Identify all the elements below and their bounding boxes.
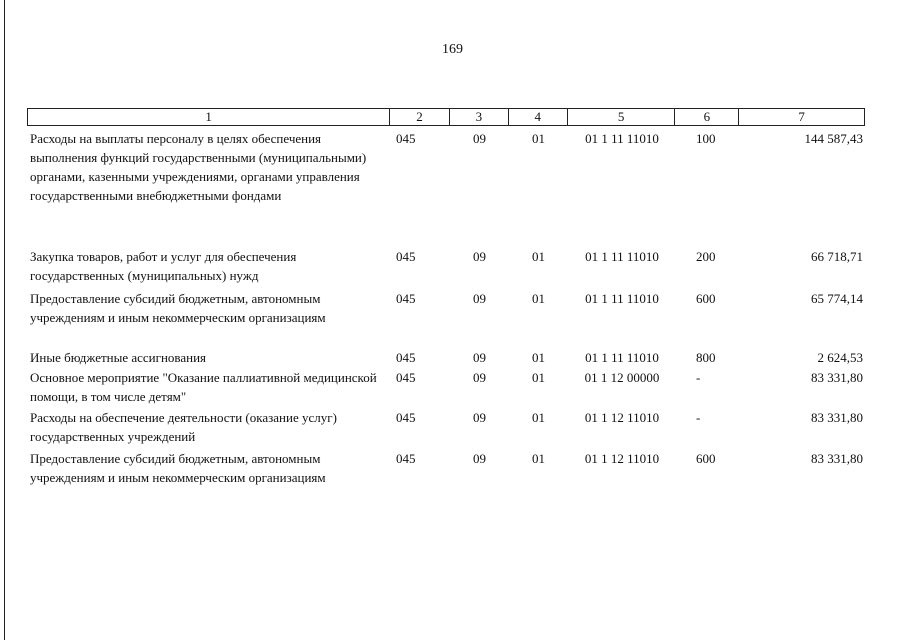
subsection-code: 01 [532,370,545,385]
section-code: 09 [473,370,486,385]
table-row [27,348,865,367]
amount: 83 331,80 [811,410,863,425]
ministry-code: 045 [396,291,416,306]
column-header-4: 4 [509,109,568,125]
subsection-code: 01 [532,451,545,466]
table-row [27,129,865,205]
section-code: 09 [473,451,486,466]
column-header-3: 3 [450,109,509,125]
table-row [27,247,865,285]
table-row [27,289,865,327]
expense-type-code: 600 [696,291,716,306]
target-article-code: 01 1 12 00000 [584,370,660,385]
amount: 2 624,53 [817,350,863,365]
expense-name: Иные бюджетные ассигнования [30,350,207,365]
page-number: 169 [442,42,463,57]
expense-type-code: - [696,410,701,425]
expense-name: Расходы на выплаты персоналу в целях обеспечения выполнения функций государственными (муниципальными) органами, казенными учреждениями, органами управления государственными внебюджетными фондами [30,131,367,203]
subsection-code: 01 [532,131,545,146]
amount: 66 718,71 [811,249,863,264]
column-header-6: 6 [675,109,739,125]
ministry-code: 045 [396,370,416,385]
ministry-code: 045 [396,131,416,146]
expense-name: Предоставление субсидий бюджетным, автономным учреждениям и иным некоммерческим организациям [30,291,326,325]
expense-type-code: - [696,370,701,385]
table-header-row [27,108,865,126]
expense-name: Основное мероприятие "Оказание паллиативной медицинской помощи, в том числе детям" [30,370,377,404]
column-header-7: 7 [798,109,805,124]
subsection-code: 01 [532,291,545,306]
subsection-code: 01 [532,350,545,365]
amount: 83 331,80 [811,370,863,385]
left-margin-rule [4,0,5,640]
table-row [27,368,865,406]
expense-type-code: 800 [696,350,716,365]
expense-type-code: 200 [696,249,716,264]
amount: 83 331,80 [811,451,863,466]
subsection-code: 01 [532,249,545,264]
target-article-code: 01 1 12 11010 [584,451,660,466]
table-row [27,449,865,487]
ministry-code: 045 [396,451,416,466]
target-article-code: 01 1 11 11010 [585,131,659,146]
column-header-2: 2 [390,109,450,125]
expense-name: Закупка товаров, работ и услуг для обеспечения государственных (муниципальных) нужд [30,249,297,283]
section-code: 09 [473,350,486,365]
expense-name: Расходы на обеспечение деятельности (оказание услуг) государственных учреждений [30,410,337,444]
column-header-1: 1 [28,109,390,125]
amount: 144 587,43 [804,131,863,146]
column-header-5: 5 [568,109,676,125]
amount: 65 774,14 [811,291,863,306]
table-row [27,408,865,446]
section-code: 09 [473,249,486,264]
section-code: 09 [473,410,486,425]
ministry-code: 045 [396,410,416,425]
section-code: 09 [473,291,486,306]
ministry-code: 045 [396,350,416,365]
target-article-code: 01 1 11 11010 [585,350,659,365]
target-article-code: 01 1 11 11010 [585,291,659,306]
target-article-code: 01 1 11 11010 [585,249,659,264]
section-code: 09 [473,131,486,146]
expense-name: Предоставление субсидий бюджетным, автономным учреждениям и иным некоммерческим организациям [30,451,326,485]
expense-type-code: 100 [696,131,716,146]
target-article-code: 01 1 12 11010 [584,410,660,425]
expense-type-code: 600 [696,451,716,466]
ministry-code: 045 [396,249,416,264]
subsection-code: 01 [532,410,545,425]
